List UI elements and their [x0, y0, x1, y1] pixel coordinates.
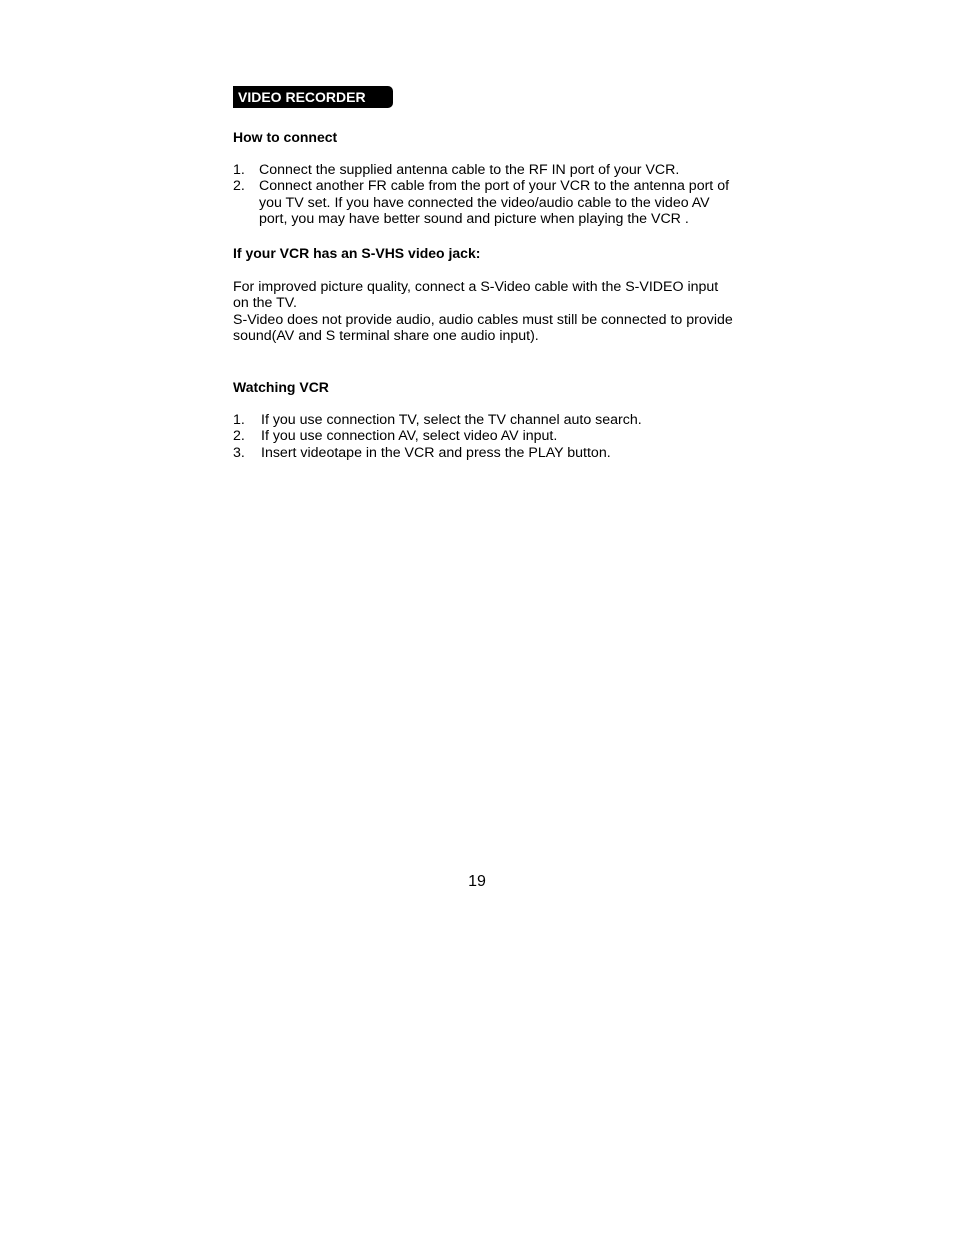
heading-how-to-connect: How to connect	[233, 129, 338, 145]
page-number: 19	[468, 873, 486, 890]
list-item-text: If you use connection TV, select the TV channel auto search.	[261, 411, 642, 428]
list-item	[233, 445, 733, 462]
connect-steps-list	[233, 162, 733, 228]
paragraph: For improved picture quality, connect a S-Video cable with the S-VIDEO input on the TV.	[233, 278, 719, 312]
list-item-text: If you use connection AV, select video AV input.	[261, 428, 558, 445]
list-item-number: 2.	[233, 428, 245, 445]
list-item	[233, 178, 733, 228]
section-badge: VIDEO RECORDER	[233, 86, 393, 108]
svhs-paragraphs	[233, 279, 733, 345]
list-item-text: Insert videotape in the VCR and press the PLAY button.	[261, 444, 611, 461]
list-item-number: 3.	[233, 444, 245, 461]
page-content	[233, 86, 733, 461]
list-item	[233, 162, 733, 179]
list-item-text: Connect the supplied antenna cable to the RF IN port of your VCR.	[259, 161, 680, 178]
heading-svhs-jack: If your VCR has an S-VHS video jack:	[233, 244, 481, 261]
heading-watching-vcr: Watching VCR	[233, 378, 329, 395]
list-item-number: 2.	[233, 178, 245, 195]
list-item-text: Connect another FR cable from the port of your VCR to the antenna port of you TV set. If you have connected the video/audio cable to the video AV port, you may have better sound and picture when playing the VCR .	[259, 178, 730, 228]
list-item-number: 1.	[233, 161, 245, 178]
paragraph: S-Video does not provide audio, audio cables must still be connected to provide sound(AV and S terminal share one audio input).	[233, 311, 733, 345]
list-item	[233, 412, 733, 429]
list-item	[233, 428, 733, 445]
watching-steps-list	[233, 412, 733, 462]
list-item-number: 1.	[233, 411, 245, 428]
